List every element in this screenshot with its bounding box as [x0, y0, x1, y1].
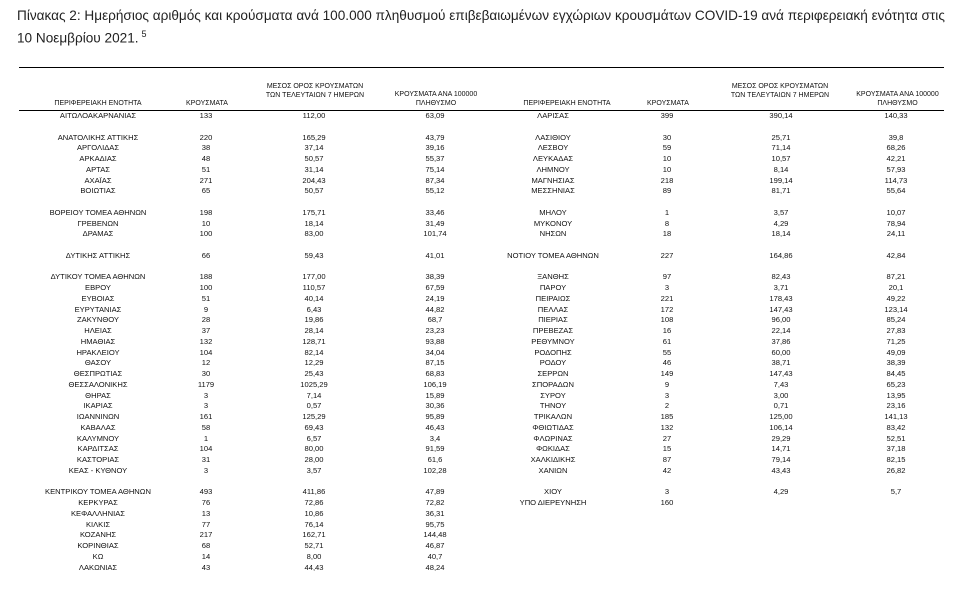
- left-row-cases: 10: [201, 218, 211, 228]
- right-header-cases: ΚΡΟΥΣΜΑΤΑ: [647, 100, 689, 107]
- left-row-name: ΔΡΑΜΑΣ: [82, 229, 114, 239]
- right-row-avg7: 60,00: [771, 347, 791, 357]
- left-row-cases: 51: [201, 164, 211, 174]
- left-row-per100k: 106,19: [423, 379, 447, 389]
- left-row-name: ΙΩΑΝΝΙΝΩΝ: [76, 412, 120, 421]
- right-row-cases: 87: [662, 455, 672, 464]
- left-row-per100k: 63,09: [425, 111, 445, 120]
- left-row-cases: 66: [201, 250, 211, 260]
- top-rule: [19, 67, 944, 68]
- right-header-per100k: ΚΡΟΥΣΜΑΤΑ ΑΝΑ 100000 ΠΛΗΘΥΣΜΟ: [856, 91, 939, 107]
- left-row-per100k: 68,7: [427, 315, 443, 325]
- right-row-cases: 97: [662, 272, 672, 282]
- left-row-avg7: 52,71: [304, 541, 324, 550]
- right-row-name: ΛΗΜΝΟΥ: [536, 164, 570, 174]
- right-row-name: ΤΗΝΟΥ: [539, 401, 567, 411]
- right-row-cases: 27: [662, 433, 672, 443]
- left-row-per100k: 43,79: [425, 132, 445, 142]
- left-row-name: ΚΕΑΣ - ΚΥΘΝΟΥ: [68, 465, 128, 475]
- right-row-per100k: 49,09: [886, 347, 906, 357]
- right-row-per100k: 42,84: [886, 250, 906, 260]
- left-row-avg7: 69,43: [304, 422, 324, 432]
- left-row-name: ΚΑΛΥΜΝΟΥ: [76, 433, 120, 443]
- left-row-per100k: 93,88: [425, 336, 445, 346]
- left-row-per100k: 40,7: [427, 551, 443, 561]
- right-row-cases: 399: [660, 111, 674, 120]
- left-row-name: ΔΥΤΙΚΟΥ ΤΟΜΕΑ ΑΘΗΝΩΝ: [50, 272, 146, 282]
- right-header-avg7: ΜΕΣΟΣ ΟΡΟΣ ΚΡΟΥΣΜΑΤΩΝ ΤΩΝ ΤΕΛΕΥΤΑΙΩΝ 7 ΗΜΕΡΩΝ: [730, 83, 830, 99]
- right-row-name: ΡΕΘΥΜΝΟΥ: [531, 336, 575, 346]
- right-row-name: ΝΟΤΙΟΥ ΤΟΜΕΑ ΑΘΗΝΩΝ: [507, 250, 599, 260]
- left-row-name: ΑΡΚΑΔΙΑΣ: [79, 154, 117, 163]
- left-row-cases: 161: [199, 412, 213, 421]
- left-row-cases: 132: [199, 336, 213, 346]
- right-row-cases: 218: [660, 175, 674, 185]
- right-row-avg7: 390,14: [769, 111, 793, 120]
- right-row-avg7: 199,14: [769, 175, 793, 185]
- left-row-cases: 104: [199, 444, 213, 454]
- left-row-name: ΕΥΒΟΙΑΣ: [81, 293, 115, 303]
- left-row-cases: 51: [201, 293, 211, 303]
- left-row-avg7: 204,43: [302, 175, 326, 185]
- right-row-name: ΜΥΚΟΝΟΥ: [533, 218, 573, 228]
- right-row-per100k: 23,16: [886, 401, 906, 411]
- right-row-cases: 221: [660, 293, 674, 303]
- left-row-name: ΘΗΡΑΣ: [85, 390, 111, 400]
- left-row-per100k: 15,89: [425, 390, 445, 400]
- right-row-avg7: 4,29: [773, 218, 789, 228]
- right-row-name: ΜΕΣΣΗΝΙΑΣ: [531, 186, 575, 196]
- left-row-cases: 12: [201, 358, 211, 368]
- left-row-per100k: 3,4: [429, 433, 441, 443]
- right-row-cases: 227: [660, 250, 674, 260]
- left-row-cases: 38: [201, 143, 211, 153]
- left-row-per100k: 34,04: [425, 347, 445, 357]
- left-row-avg7: 40,14: [304, 293, 324, 303]
- right-row-name: ΛΕΥΚΑΔΑΣ: [532, 154, 574, 163]
- left-row-cases: 65: [201, 186, 211, 196]
- right-row-per100k: 141,13: [884, 412, 908, 421]
- left-header-region: ΠΕΡΙΦΕΡΕΙΑΚΗ ΕΝΟΤΗΤΑ: [54, 100, 142, 107]
- left-row-cases: 198: [199, 207, 213, 217]
- left-row-name: ΚΑΒΑΛΑΣ: [80, 422, 116, 432]
- right-row-per100k: 52,51: [886, 433, 906, 443]
- right-row-name: ΣΠΟΡΑΔΩΝ: [532, 379, 574, 389]
- right-row-name: ΣΕΡΡΩΝ: [537, 369, 569, 378]
- right-row-cases: 1: [664, 207, 670, 217]
- left-row-name: ΗΜΑΘΙΑΣ: [80, 336, 116, 346]
- left-row-name: ΚΟΡΙΝΘΙΑΣ: [77, 541, 119, 550]
- left-row-name: ΑΧΑΪΑΣ: [84, 175, 112, 185]
- left-row-avg7: 31,14: [304, 164, 324, 174]
- right-row-name: ΧΑΝΙΩΝ: [538, 465, 568, 475]
- left-row-per100k: 30,36: [425, 401, 445, 411]
- left-row-per100k: 67,59: [425, 283, 445, 292]
- left-row-cases: 58: [201, 422, 211, 432]
- right-row-name: ΜΗΛΟΥ: [539, 207, 567, 217]
- left-row-avg7: 110,57: [302, 283, 326, 292]
- left-row-per100k: 38,39: [425, 272, 445, 282]
- left-row-avg7: 72,86: [304, 498, 324, 507]
- right-row-name: ΛΕΣΒΟΥ: [537, 143, 569, 153]
- left-row-avg7: 125,29: [302, 412, 326, 421]
- left-row-avg7: 83,00: [304, 229, 324, 239]
- right-row-avg7: 25,71: [771, 132, 791, 142]
- right-row-name: ΠΑΡΟΥ: [539, 283, 567, 292]
- left-row-per100k: 55,37: [425, 154, 445, 163]
- left-row-avg7: 37,14: [304, 143, 324, 153]
- right-row-per100k: 68,26: [886, 143, 906, 153]
- left-row-avg7: 128,71: [302, 336, 326, 346]
- left-row-per100k: 144,48: [423, 530, 447, 540]
- right-row-per100k: 57,93: [886, 164, 906, 174]
- left-row-name: ΚΑΡΔΙΤΣΑΣ: [77, 444, 119, 454]
- right-row-avg7: 37,86: [771, 336, 791, 346]
- left-row-avg7: 25,43: [304, 369, 324, 378]
- left-row-name: ΑΡΓΟΛΙΔΑΣ: [76, 143, 120, 153]
- right-row-avg7: 14,71: [771, 444, 791, 454]
- right-row-cases: 59: [662, 143, 672, 153]
- right-row-per100k: 5,7: [890, 487, 902, 497]
- left-row-avg7: 10,86: [304, 508, 324, 518]
- right-row-per100k: 114,73: [884, 175, 908, 185]
- right-row-avg7: 178,43: [769, 293, 793, 303]
- right-row-name: ΛΑΡΙΣΑΣ: [537, 111, 569, 120]
- right-row-avg7: 3,00: [773, 390, 789, 400]
- table-caption: [17, 6, 962, 48]
- left-row-avg7: 19,86: [304, 315, 324, 325]
- left-row-name: ΑΡΤΑΣ: [86, 164, 110, 174]
- right-row-per100k: 87,21: [886, 272, 906, 282]
- right-row-cases: 16: [662, 326, 672, 335]
- left-row-name: ΚΑΣΤΟΡΙΑΣ: [76, 455, 120, 464]
- left-row-avg7: 59,43: [304, 250, 324, 260]
- left-row-name: ΙΚΑΡΙΑΣ: [83, 401, 113, 411]
- left-row-per100k: 87,15: [425, 358, 445, 368]
- left-row-cases: 43: [201, 562, 211, 572]
- right-row-name: ΛΑΣΙΘΙΟΥ: [535, 132, 571, 142]
- left-row-cases: 13: [201, 508, 211, 518]
- left-row-avg7: 18,14: [304, 218, 324, 228]
- left-row-cases: 3: [203, 390, 209, 400]
- left-row-name: ΚΕΦΑΛΛΗΝΙΑΣ: [70, 508, 126, 518]
- left-row-per100k: 48,24: [425, 562, 445, 572]
- right-row-cases: 30: [662, 132, 672, 142]
- left-row-name: ΘΕΣΣΑΛΟΝΙΚΗΣ: [68, 379, 128, 389]
- left-row-cases: 271: [199, 175, 213, 185]
- left-row-cases: 9: [203, 304, 209, 314]
- right-row-per100k: 55,64: [886, 186, 906, 196]
- left-row-avg7: 162,71: [302, 530, 326, 540]
- right-row-cases: 89: [662, 186, 672, 196]
- left-row-name: ΚΕΡΚΥΡΑΣ: [78, 498, 118, 507]
- right-row-per100k: 42,21: [886, 154, 906, 163]
- right-row-name: ΧΙΟΥ: [544, 487, 562, 497]
- right-row-name: ΠΕΙΡΑΙΩΣ: [535, 293, 571, 303]
- right-row-name: ΡΟΔΟΠΗΣ: [534, 347, 572, 357]
- right-row-avg7: 8,14: [773, 164, 789, 174]
- right-row-avg7: 79,14: [771, 455, 791, 464]
- left-row-name: ΚΕΝΤΡΙΚΟΥ ΤΟΜΕΑ ΑΘΗΝΩΝ: [45, 487, 151, 497]
- left-row-cases: 217: [199, 530, 213, 540]
- left-row-per100k: 33,46: [425, 207, 445, 217]
- right-row-per100k: 39,8: [888, 132, 904, 142]
- right-row-cases: 10: [662, 154, 672, 163]
- right-row-name: ΜΑΓΝΗΣΙΑΣ: [531, 175, 575, 185]
- right-row-name: ΣΥΡΟΥ: [540, 390, 566, 400]
- right-row-avg7: 164,86: [769, 250, 793, 260]
- right-row-name: ΡΟΔΟΥ: [539, 358, 567, 368]
- left-row-cases: 3: [203, 465, 209, 475]
- left-row-avg7: 175,71: [302, 207, 326, 217]
- left-row-avg7: 6,57: [306, 433, 322, 443]
- left-row-name: ΒΟΡΕΙΟΥ ΤΟΜΕΑ ΑΘΗΝΩΝ: [49, 207, 147, 217]
- left-row-per100k: 101,74: [423, 229, 447, 239]
- left-row-cases: 100: [199, 229, 213, 239]
- right-row-cases: 185: [660, 412, 674, 421]
- left-row-name: ΑΙΤΩΛΟΑΚΑΡΝΑΝΙΑΣ: [59, 111, 137, 120]
- left-row-name: ΕΥΡΥΤΑΝΙΑΣ: [74, 304, 122, 314]
- left-row-name: ΚΙΛΚΙΣ: [85, 519, 111, 529]
- right-row-cases: 3: [664, 390, 670, 400]
- right-row-avg7: 96,00: [771, 315, 791, 325]
- right-row-avg7: 7,43: [773, 379, 789, 389]
- right-row-avg7: 10,57: [771, 154, 791, 163]
- right-row-name: ΠΡΕΒΕΖΑΣ: [532, 326, 574, 335]
- left-row-name: ΚΩ: [92, 551, 104, 561]
- left-row-name: ΚΟΖΑΝΗΣ: [79, 530, 117, 540]
- right-row-avg7: 43,43: [771, 465, 791, 475]
- left-row-avg7: 50,57: [304, 154, 324, 163]
- right-row-avg7: 29,29: [771, 433, 791, 443]
- right-row-cases: 42: [662, 465, 672, 475]
- left-row-cases: 77: [201, 519, 211, 529]
- right-row-avg7: 0,71: [773, 401, 789, 411]
- right-row-avg7: 3,71: [773, 283, 789, 292]
- right-row-per100k: 123,14: [884, 304, 908, 314]
- caption-footnote-marker: 5: [141, 29, 147, 39]
- left-row-avg7: 12,29: [304, 358, 324, 368]
- left-row-avg7: 6,43: [306, 304, 322, 314]
- left-row-avg7: 44,43: [304, 562, 324, 572]
- right-row-cases: 160: [660, 498, 674, 507]
- right-row-name: ΥΠΟ ΔΙΕΡΕΥΝΗΣΗ: [519, 498, 587, 507]
- left-row-per100k: 31,49: [425, 218, 445, 228]
- right-row-per100k: 65,23: [886, 379, 906, 389]
- right-row-cases: 55: [662, 347, 672, 357]
- right-row-avg7: 38,71: [771, 358, 791, 368]
- left-row-avg7: 8,00: [306, 551, 322, 561]
- right-row-avg7: 147,43: [769, 304, 793, 314]
- left-row-cases: 1179: [197, 379, 215, 389]
- right-row-cases: 108: [660, 315, 674, 325]
- left-row-cases: 493: [199, 487, 213, 497]
- right-row-cases: 10: [662, 164, 672, 174]
- left-row-per100k: 91,59: [425, 444, 445, 454]
- header-rule: [19, 110, 944, 111]
- left-row-cases: 48: [201, 154, 211, 163]
- right-row-cases: 172: [660, 304, 674, 314]
- right-row-name: ΦΛΩΡΙΝΑΣ: [533, 433, 573, 443]
- left-row-avg7: 3,57: [306, 465, 322, 475]
- right-row-per100k: 82,15: [886, 455, 906, 464]
- left-row-cases: 100: [199, 283, 213, 292]
- right-row-cases: 149: [660, 369, 674, 378]
- right-row-name: ΤΡΙΚΑΛΩΝ: [533, 412, 573, 421]
- right-row-per100k: 85,24: [886, 315, 906, 325]
- left-row-avg7: 177,00: [302, 272, 326, 282]
- right-row-name: ΠΕΛΛΑΣ: [537, 304, 569, 314]
- left-row-avg7: 28,14: [304, 326, 324, 335]
- right-row-avg7: 81,71: [771, 186, 791, 196]
- right-row-cases: 2: [664, 401, 670, 411]
- left-row-per100k: 46,43: [425, 422, 445, 432]
- right-row-avg7: 4,29: [773, 487, 789, 497]
- caption-text: Πίνακας 2: Ημερήσιος αριθμός και κρούσματα ανά 100.000 πληθυσμού επιβεβαιωμένων εγχώριων κρουσμάτων COVID-19 ανά περιφερειακή ενότητα στις 10 Νοεμβρίου 2021.: [17, 8, 945, 46]
- right-row-per100k: 20,1: [888, 283, 904, 292]
- left-row-per100k: 95,89: [425, 412, 445, 421]
- left-header-per100k: ΚΡΟΥΣΜΑΤΑ ΑΝΑ 100000 ΠΛΗΘΥΣΜΟ: [394, 91, 478, 107]
- left-row-avg7: 112,00: [302, 111, 326, 120]
- left-row-cases: 37: [201, 326, 211, 335]
- right-row-name: ΧΑΛΚΙΔΙΚΗΣ: [530, 455, 576, 464]
- right-row-per100k: 24,11: [886, 229, 906, 239]
- right-row-avg7: 22,14: [771, 326, 791, 335]
- left-row-per100k: 75,14: [425, 164, 445, 174]
- right-row-per100k: 78,94: [886, 218, 906, 228]
- right-row-avg7: 125,00: [769, 412, 793, 421]
- left-row-name: ΖΑΚΥΝΘΟΥ: [77, 315, 119, 325]
- left-row-cases: 220: [199, 132, 213, 142]
- left-row-per100k: 47,89: [425, 487, 445, 497]
- right-row-per100k: 26,82: [886, 465, 906, 475]
- left-header-avg7: ΜΕΣΟΣ ΟΡΟΣ ΚΡΟΥΣΜΑΤΩΝ ΤΩΝ ΤΕΛΕΥΤΑΙΩΝ 7 ΗΜΕΡΩΝ: [265, 83, 365, 99]
- left-row-per100k: 61,6: [427, 455, 443, 464]
- left-row-name: ΛΑΚΩΝΙΑΣ: [78, 562, 118, 572]
- right-row-per100k: 13,95: [886, 390, 906, 400]
- right-row-per100k: 27,83: [886, 326, 906, 335]
- left-row-avg7: 0,57: [306, 401, 322, 411]
- left-row-cases: 14: [201, 551, 211, 561]
- right-row-avg7: 82,43: [771, 272, 791, 282]
- right-row-name: ΝΗΣΩΝ: [539, 229, 567, 239]
- left-row-per100k: 44,82: [425, 304, 445, 314]
- left-row-name: ΓΡΕΒΕΝΩΝ: [77, 218, 119, 228]
- left-header-cases: ΚΡΟΥΣΜΑΤΑ: [186, 100, 228, 107]
- left-row-per100k: 55,12: [425, 186, 445, 196]
- left-row-avg7: 76,14: [304, 519, 324, 529]
- right-row-cases: 46: [662, 358, 672, 368]
- right-row-cases: 9: [664, 379, 670, 389]
- right-row-cases: 3: [664, 283, 670, 292]
- left-row-avg7: 82,14: [304, 347, 324, 357]
- left-row-per100k: 24,19: [425, 293, 445, 303]
- left-row-per100k: 102,28: [423, 465, 447, 475]
- left-row-cases: 68: [201, 541, 211, 550]
- left-row-name: ΗΛΕΙΑΣ: [84, 326, 112, 335]
- left-row-cases: 76: [201, 498, 211, 507]
- left-row-avg7: 165,29: [302, 132, 326, 142]
- right-row-per100k: 38,39: [886, 358, 906, 368]
- right-row-avg7: 3,57: [773, 207, 789, 217]
- left-row-per100k: 46,87: [425, 541, 445, 550]
- right-row-per100k: 140,33: [884, 111, 908, 120]
- left-row-per100k: 87,34: [425, 175, 445, 185]
- left-row-per100k: 36,31: [425, 508, 445, 518]
- left-row-name: ΘΑΣΟΥ: [84, 358, 112, 368]
- right-row-avg7: 18,14: [771, 229, 791, 239]
- right-row-name: ΦΘΙΩΤΙΔΑΣ: [532, 422, 574, 432]
- left-row-avg7: 28,00: [304, 455, 324, 464]
- right-row-per100k: 37,18: [886, 444, 906, 454]
- left-row-avg7: 7,14: [306, 390, 322, 400]
- left-row-cases: 1: [203, 433, 209, 443]
- left-row-avg7: 50,57: [304, 186, 324, 196]
- right-row-cases: 61: [662, 336, 672, 346]
- left-row-name: ΑΝΑΤΟΛΙΚΗΣ ΑΤΤΙΚΗΣ: [57, 132, 139, 142]
- right-row-name: ΠΙΕΡΙΑΣ: [538, 315, 568, 325]
- left-row-avg7: 80,00: [304, 444, 324, 454]
- right-row-per100k: 83,42: [886, 422, 906, 432]
- left-row-per100k: 68,83: [425, 369, 445, 378]
- right-row-avg7: 147,43: [769, 369, 793, 378]
- left-row-name: ΒΟΙΩΤΙΑΣ: [80, 186, 116, 196]
- left-row-avg7: 411,86: [302, 487, 326, 497]
- right-row-name: ΦΩΚΙΔΑΣ: [536, 444, 570, 454]
- left-row-cases: 31: [201, 455, 211, 464]
- left-row-cases: 104: [199, 347, 213, 357]
- left-row-cases: 30: [201, 369, 211, 378]
- left-row-cases: 133: [199, 111, 213, 120]
- right-row-per100k: 71,25: [886, 336, 906, 346]
- left-row-per100k: 23,23: [425, 326, 445, 335]
- right-row-per100k: 10,07: [886, 207, 906, 217]
- left-row-avg7: 1025,29: [300, 379, 328, 389]
- right-row-avg7: 71,14: [771, 143, 791, 153]
- left-row-name: ΘΕΣΠΡΩΤΙΑΣ: [73, 369, 123, 378]
- right-row-cases: 132: [660, 422, 674, 432]
- right-header-region: ΠΕΡΙΦΕΡΕΙΑΚΗ ΕΝΟΤΗΤΑ: [523, 100, 611, 107]
- right-row-per100k: 49,22: [886, 293, 906, 303]
- right-row-cases: 15: [662, 444, 672, 454]
- right-row-avg7: 106,14: [769, 422, 793, 432]
- left-row-name: ΕΒΡΟΥ: [85, 283, 111, 292]
- left-row-name: ΗΡΑΚΛΕΙΟΥ: [76, 347, 120, 357]
- left-row-per100k: 41,01: [425, 250, 445, 260]
- left-row-name: ΔΥΤΙΚΗΣ ΑΤΤΙΚΗΣ: [65, 250, 131, 260]
- left-row-cases: 188: [199, 272, 213, 282]
- left-row-cases: 3: [203, 401, 209, 411]
- left-row-per100k: 72,82: [425, 498, 445, 507]
- left-row-cases: 28: [201, 315, 211, 325]
- right-row-cases: 3: [664, 487, 670, 497]
- left-row-per100k: 39,16: [425, 143, 445, 153]
- right-row-cases: 18: [662, 229, 672, 239]
- left-row-per100k: 95,75: [425, 519, 445, 529]
- right-row-name: ΞΑΝΘΗΣ: [537, 272, 569, 282]
- right-row-per100k: 84,45: [886, 369, 906, 378]
- right-row-cases: 8: [664, 218, 670, 228]
